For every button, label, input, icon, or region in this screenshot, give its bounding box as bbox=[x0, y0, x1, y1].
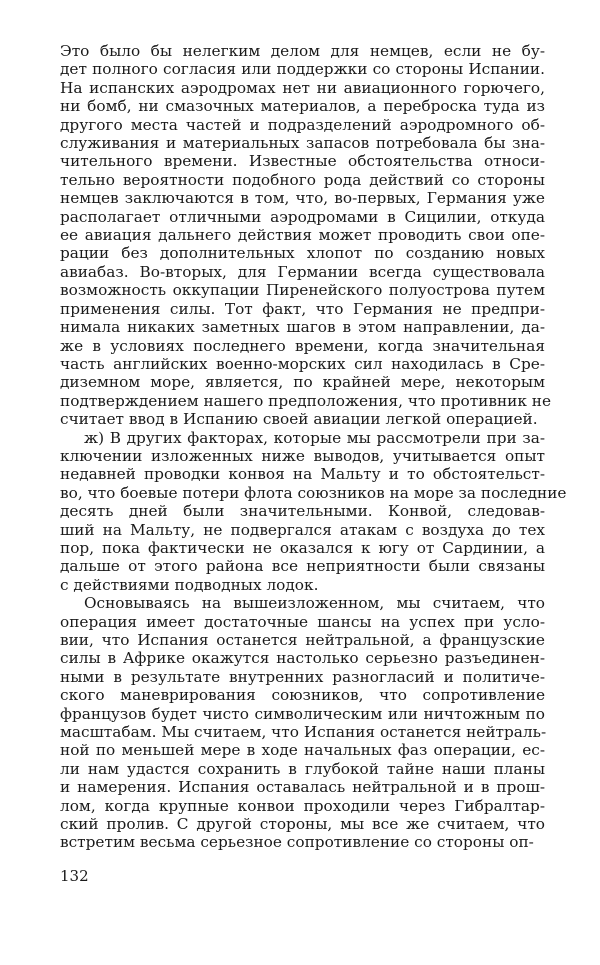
text-line: лом, когда крупные конвои проходили через Гибралтар- bbox=[60, 796, 545, 815]
text-line: тельно вероятности подобного рода действий со стороны bbox=[60, 170, 545, 189]
text-line: десять дней были значительными. Конвой, следовав- bbox=[60, 502, 545, 521]
text-line: ключении изложенных ниже выводов, учитывается опыт bbox=[60, 446, 545, 465]
text-line: служивания и материальных запасов потребовала бы зна- bbox=[60, 134, 545, 153]
text-line: ский пролив. С другой стороны, мы все же считаем, что bbox=[60, 815, 545, 834]
text-line: ной по меньшей мере в ходе начальных фаз операции, ес- bbox=[60, 741, 545, 760]
text-line: диземном море, является, по крайней мере, некоторым bbox=[60, 373, 545, 392]
text-line: подтверждением нашего предположения, что противник не bbox=[60, 391, 552, 410]
text-line: считает ввод в Испанию своей авиации легкой операцией. bbox=[60, 410, 538, 429]
text-line: ж) В других факторах, которые мы рассмотрели при за- bbox=[84, 428, 545, 447]
text-line: недавней проводки конвоя на Мальту и то обстоятельст- bbox=[60, 465, 545, 484]
text-line: На испанских аэродромах нет ни авиационного горючего, bbox=[60, 78, 545, 97]
page-number: 132 bbox=[60, 867, 89, 885]
paragraph-2 bbox=[60, 428, 567, 595]
text-line: вии, что Испания останется нейтральной, а французские bbox=[60, 631, 545, 649]
text-line: другого места частей и подразделений аэродромного об- bbox=[60, 115, 545, 134]
text-line: немцев заключаются в том, что, во-первых, Германия уже bbox=[60, 189, 545, 208]
text-line: применения силы. Тот факт, что Германия не предпри- bbox=[60, 299, 545, 318]
text-line: дальше от этого района все неприятности были связаны bbox=[60, 557, 545, 576]
text-line: авиабаз. Во-вторых, для Германии всегда существовала bbox=[60, 262, 545, 281]
text-line: Это было бы нелегким делом для немцев, если не бу- bbox=[60, 42, 545, 60]
text-line: и намерения. Испания оставалась нейтральной и в прош- bbox=[60, 778, 545, 797]
text-line: масштабам. Мы считаем, что Испания останется нейтраль- bbox=[60, 723, 547, 742]
text-line: возможность оккупации Пиренейского полуострова путем bbox=[60, 281, 545, 300]
text-line: часть английских военно-морских сил находилась в Сре- bbox=[60, 354, 545, 373]
text-line: ни бомб, ни смазочных материалов, а переброска туда из bbox=[60, 97, 545, 116]
paragraph-1 bbox=[60, 42, 552, 429]
text-line: во, что боевые потери флота союзников на море за последние bbox=[60, 483, 567, 502]
text-line: же в условиях последнего времени, когда значительная bbox=[60, 336, 545, 355]
text-line: силы в Африке окажутся настолько серьезно разъединен- bbox=[60, 649, 545, 668]
page-body bbox=[60, 42, 567, 852]
text-line: нимала никаких заметных шагов в этом направлении, да- bbox=[60, 318, 545, 337]
text-line: операция имеет достаточные шансы на успех при усло- bbox=[60, 612, 545, 631]
text-line: Основываясь на вышеизложенном, мы считаем, что bbox=[84, 594, 545, 613]
text-line: дет полного согласия или поддержки со стороны Испании. bbox=[60, 60, 545, 79]
text-line: ли нам удастся сохранить в глубокой тайне наши планы bbox=[60, 759, 545, 778]
text-line: встретим весьма серьезное сопротивление со стороны оп- bbox=[60, 833, 534, 852]
text-line: ского маневрирования союзников, что сопротивление bbox=[60, 686, 545, 705]
text-line: ными в результате внутренних разногласий и политиче- bbox=[60, 667, 545, 686]
text-line: рации без дополнительных хлопот по созданию новых bbox=[60, 244, 545, 263]
text-line: ее авиация дальнего действия может проводить свои опе- bbox=[60, 226, 545, 245]
text-line: располагает отличными аэродромами в Сицилии, откуда bbox=[60, 207, 545, 226]
paragraph-3 bbox=[60, 594, 545, 852]
text-line: с действиями подводных лодок. bbox=[60, 575, 319, 594]
text-line: ший на Мальту, не подвергался атакам с воздуха до тех bbox=[60, 520, 545, 539]
text-line: пор, пока фактически не оказался к югу от Сардинии, а bbox=[60, 538, 545, 557]
text-line: чительного времени. Известные обстоятельства относи- bbox=[60, 152, 545, 171]
text-line: французов будет чисто символическим или ничтожным по bbox=[60, 704, 545, 723]
